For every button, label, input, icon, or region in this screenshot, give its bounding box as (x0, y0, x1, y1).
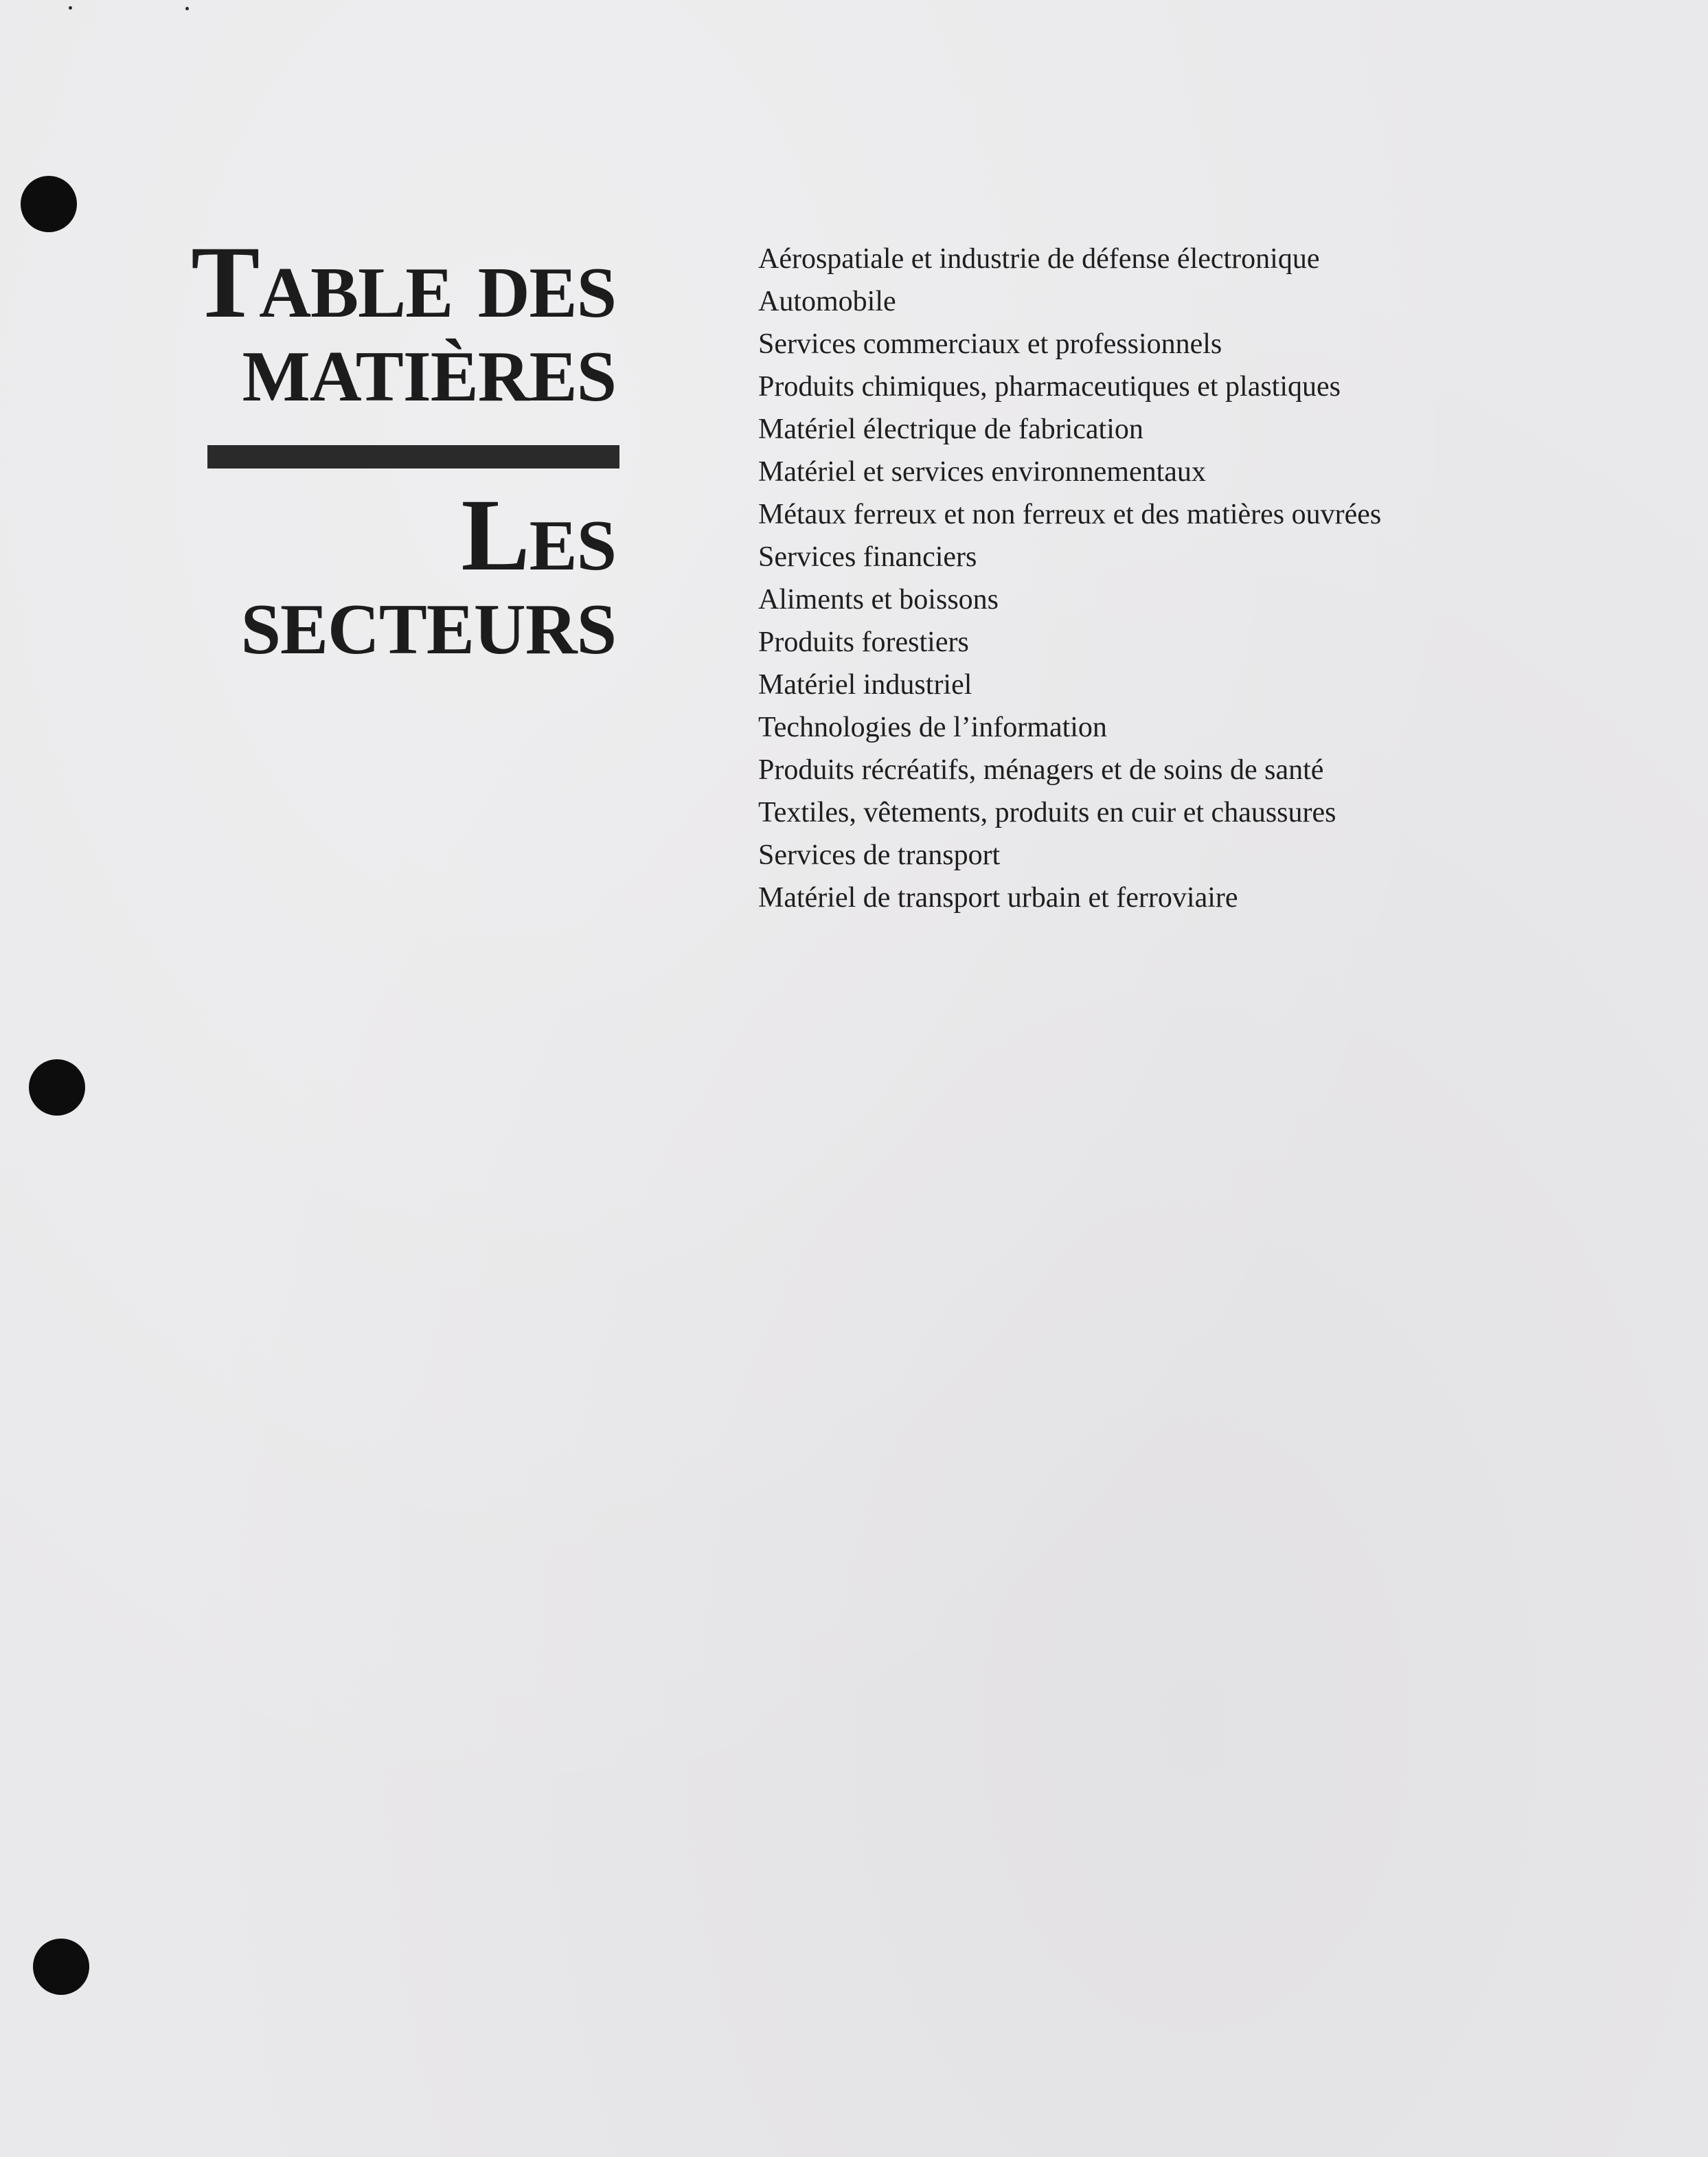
title-divider-rule (207, 445, 619, 468)
sector-item: Produits chimiques, pharmaceutiques et plastiques (758, 371, 1341, 403)
sector-item: Services de transport (758, 839, 1001, 871)
sector-item: Produits forestiers (758, 626, 969, 658)
sector-item: Aliments et boissons (758, 584, 999, 616)
sector-item: Matériel de transport urbain et ferroviaire (758, 882, 1238, 914)
sector-item: Matériel et services environnementaux (758, 456, 1206, 488)
sector-item: Technologies de l’information (758, 712, 1107, 743)
sector-item: Matériel électrique de fabrication (758, 414, 1143, 445)
punch-hole (33, 1939, 89, 1995)
sector-list (758, 238, 1381, 919)
sector-item: Automobile (758, 286, 896, 317)
page-title-line-2: matières (242, 309, 616, 423)
sector-item: Services financiers (758, 541, 977, 573)
sector-item: Produits récréatifs, ménagers et de soins de santé (758, 754, 1324, 786)
sector-item: Textiles, vêtements, produits en cuir et chaussures (758, 797, 1336, 828)
sector-item: Métaux ferreux et non ferreux et des matières ouvrées (758, 499, 1382, 530)
sector-item: Aérospatiale et industrie de défense électronique (758, 243, 1320, 275)
section-title (240, 478, 616, 676)
paper-speck (69, 6, 72, 10)
section-title-line-1: Les (461, 478, 616, 592)
page-title (191, 225, 616, 423)
sector-item: Matériel industriel (758, 669, 972, 701)
punch-hole (29, 1059, 85, 1116)
sector-item: Services commerciaux et professionnels (758, 328, 1222, 360)
paper-speck (185, 7, 189, 10)
section-title-line-2: secteurs (240, 562, 616, 676)
page-title-line-1: Table des (191, 225, 616, 339)
punch-hole (21, 176, 77, 232)
